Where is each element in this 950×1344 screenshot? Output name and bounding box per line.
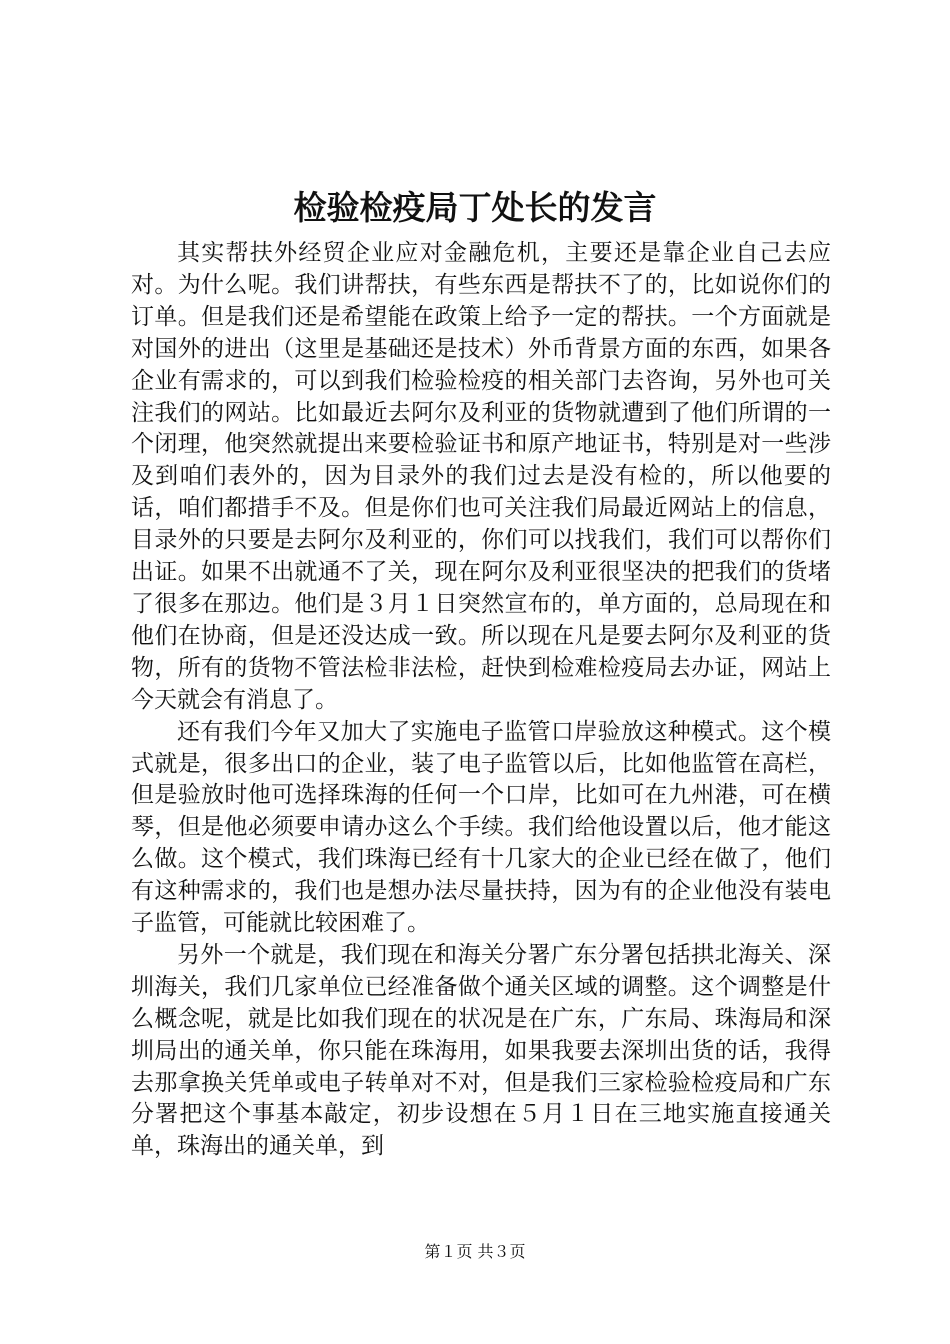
paragraph: 还有我们今年又加大了实施电子监管口岸验放这种模式。这个模式就是，很多出口的企业，装了电子监管以后，比如他监管在高栏，但是验放时他可选择珠海的任何一个口岸，比如可在九州港，可在横琴，但是他必须要申请办这么个手续。我们给他设置以后，他才能这么做。这个模式，我们珠海已经有十几家大的企业已经在做了，他们有这种需求的，我们也是想办法尽量扶持，因为有的企业他没有装电子监管，可能就比较困难了。 — [131, 718, 831, 937]
paragraph: 另外一个就是，我们现在和海关分署广东分署包括拱北海关、深圳海关，我们几家单位已经准备做个通关区域的调整。这个调整是什么概念呢，就是比如我们现在的状况是在广东，广东局、珠海局和深圳局出的通关单，你只能在珠海用，如果我要去深圳出货的话，我得去那拿换关凭单或电子转单对不对，但是我们三家检验检疫局和广东分署把这个事基本敲定，初步设想在５月１日在三地实施直接通关单，珠海出的通关单，到 — [131, 941, 831, 1160]
document-body — [131, 238, 831, 1163]
document-title: 检验检疫局丁处长的发言 — [293, 188, 657, 227]
paragraph: 其实帮扶外经贸企业应对金融危机，主要还是靠企业自己去应对。为什么呢。我们讲帮扶，有些东西是帮扶不了的，比如说你们的订单。但是我们还是希望能在政策上给予一定的帮扶。一个方面就是对国外的进出（这里是基础还是技术）外币背景方面的东西，如果各企业有需求的，可以到我们检验检疫的相关部门去咨询，另外也可关注我们的网站。比如最近去阿尔及利亚的货物就遭到了他们所谓的一个闭理，他突然就提出来要检验证书和原产地证书，特别是对一些涉及到咱们表外的，因为目录外的我们过去是没有检的，所以他要的话，咱们都措手不及。但是你们也可关注我们局最近网站上的信息，目录外的只要是去阿尔及利亚的，你们可以找我们，我们可以帮你们出证。如果不出就通不了关，现在阿尔及利亚很坚决的把我们的货堵了很多在那边。他们是３月１日突然宣布的，单方面的，总局现在和他们在协商，但是还没达成一致。所以现在凡是要去阿尔及利亚的货物，所有的货物不管法检非法检，赶快到检难检疫局去办证，网站上今天就会有消息了。 — [131, 240, 831, 713]
page-footer: 第１页 共３页 — [424, 1242, 526, 1261]
